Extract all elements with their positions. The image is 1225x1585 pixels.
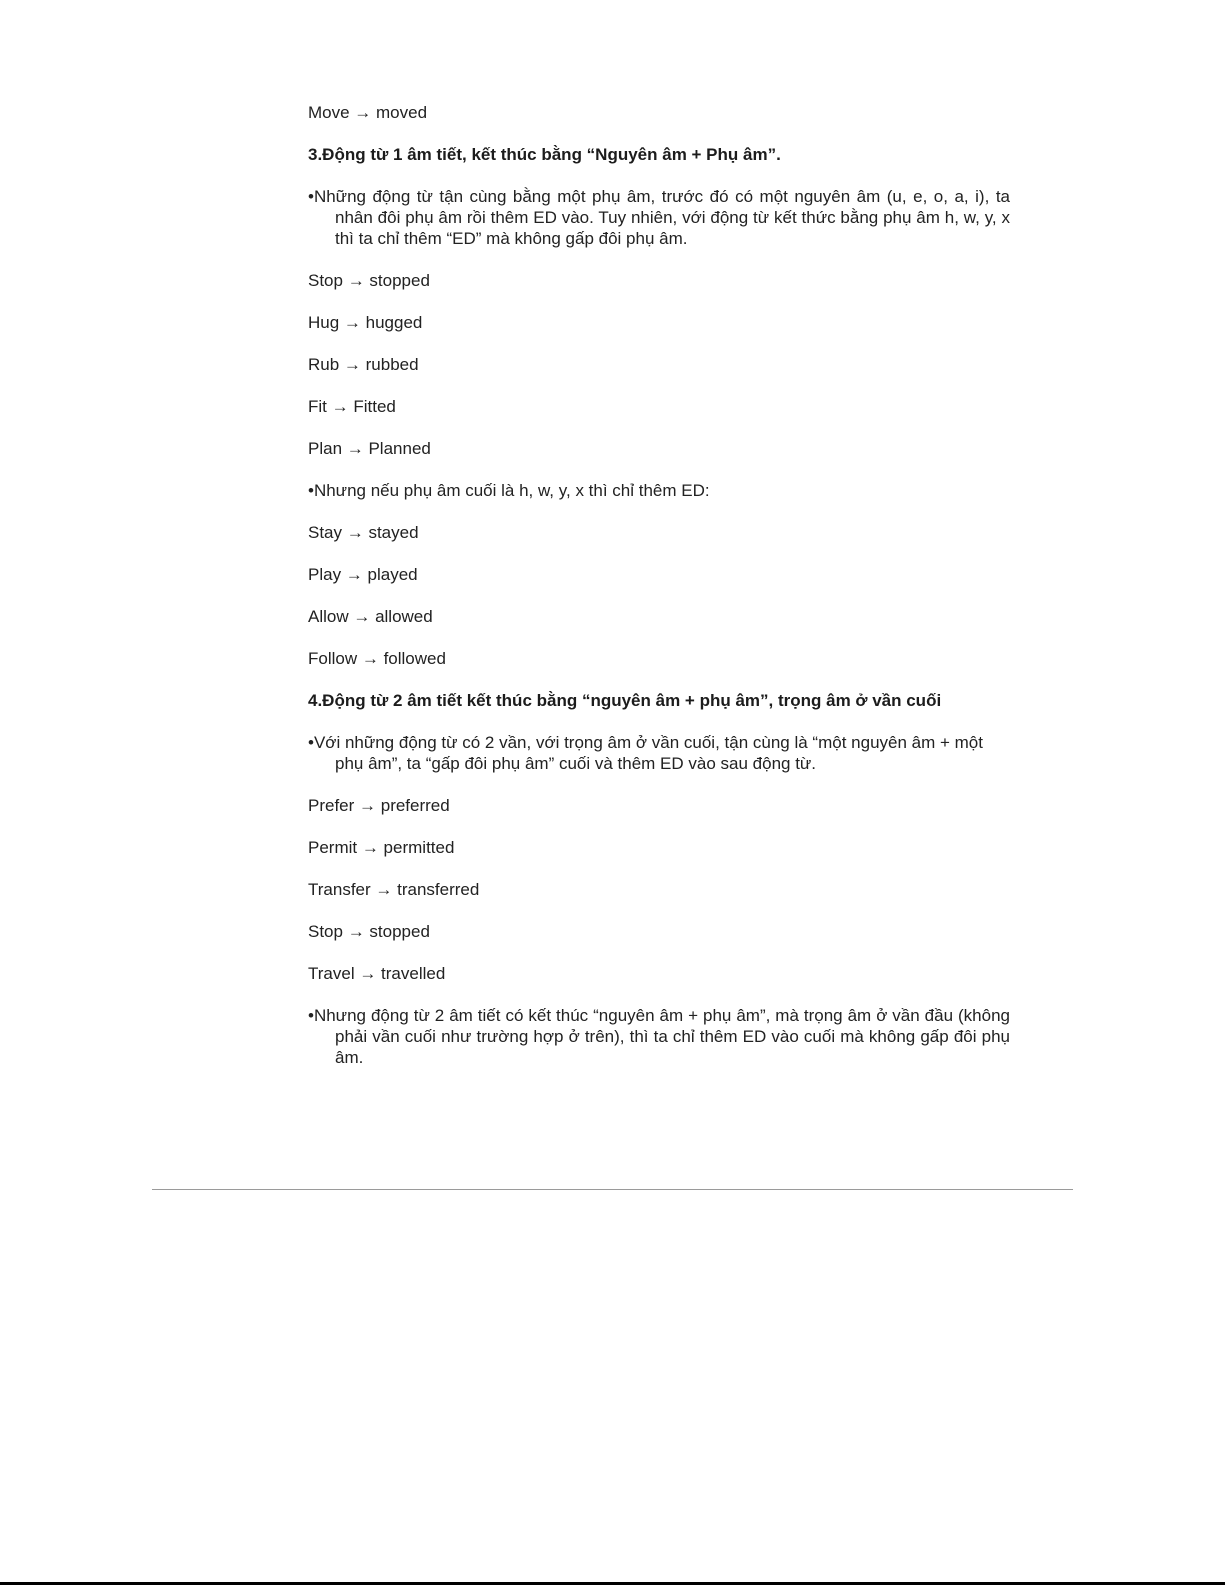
- example-stop: Stop → stopped: [308, 271, 430, 290]
- example-hug: Hug → hugged: [308, 313, 423, 332]
- example-allow: Allow → allowed: [308, 607, 433, 626]
- example-play: Play → played: [308, 565, 418, 584]
- example-rub: Rub → rubbed: [308, 355, 419, 374]
- page-divider: [152, 1189, 1073, 1190]
- example-stay: Stay → stayed: [308, 523, 419, 542]
- example-transfer: Transfer → transferred: [308, 880, 480, 899]
- document-body: [308, 102, 1010, 1089]
- rule-two-syllable-stress-first: •Nhưng động từ 2 âm tiết có kết thúc “nguyên âm + phụ âm”, mà trọng âm ở vần đầu (không phải vần cuối như trường hợp ở trên), thì ta chỉ thêm ED vào cuối mà không gấp đôi phụ âm.: [308, 1006, 1010, 1067]
- section-3-heading: 3.Động từ 1 âm tiết, kết thúc bằng “Nguyên âm + Phụ âm”.: [308, 145, 781, 164]
- example-travel: Travel → travelled: [308, 964, 446, 983]
- rule-double-consonant: •Những động từ tận cùng bằng một phụ âm, trước đó có một nguyên âm (u, e, o, a, i), ta nhân đôi phụ âm rồi thêm ED vào. Tuy nhiên, với động từ kết thức bằng phụ âm h, w, y, x thì ta chỉ thêm “ED” mà không gấp đôi phụ âm.: [308, 187, 1010, 248]
- rule-exception-hwyx: •Nhưng nếu phụ âm cuối là h, w, y, x thì chỉ thêm ED:: [308, 481, 710, 500]
- example-plan: Plan → Planned: [308, 439, 431, 458]
- example-move: Move → moved: [308, 103, 428, 122]
- example-follow: Follow → followed: [308, 649, 446, 668]
- example-fit: Fit → Fitted: [308, 397, 396, 416]
- section-4-heading: 4.Động từ 2 âm tiết kết thúc bằng “nguyên âm + phụ âm”, trọng âm ở vần cuối: [308, 691, 942, 710]
- example-prefer: Prefer → preferred: [308, 796, 450, 815]
- example-permit: Permit → permitted: [308, 838, 455, 857]
- example-stop-2: Stop → stopped: [308, 922, 430, 941]
- rule-two-syllable-stress-last: •Với những động từ có 2 vần, với trọng âm ở vần cuối, tận cùng là “một nguyên âm + một phụ âm”, ta “gấp đôi phụ âm” cuối và thêm ED vào sau động từ.: [308, 733, 983, 773]
